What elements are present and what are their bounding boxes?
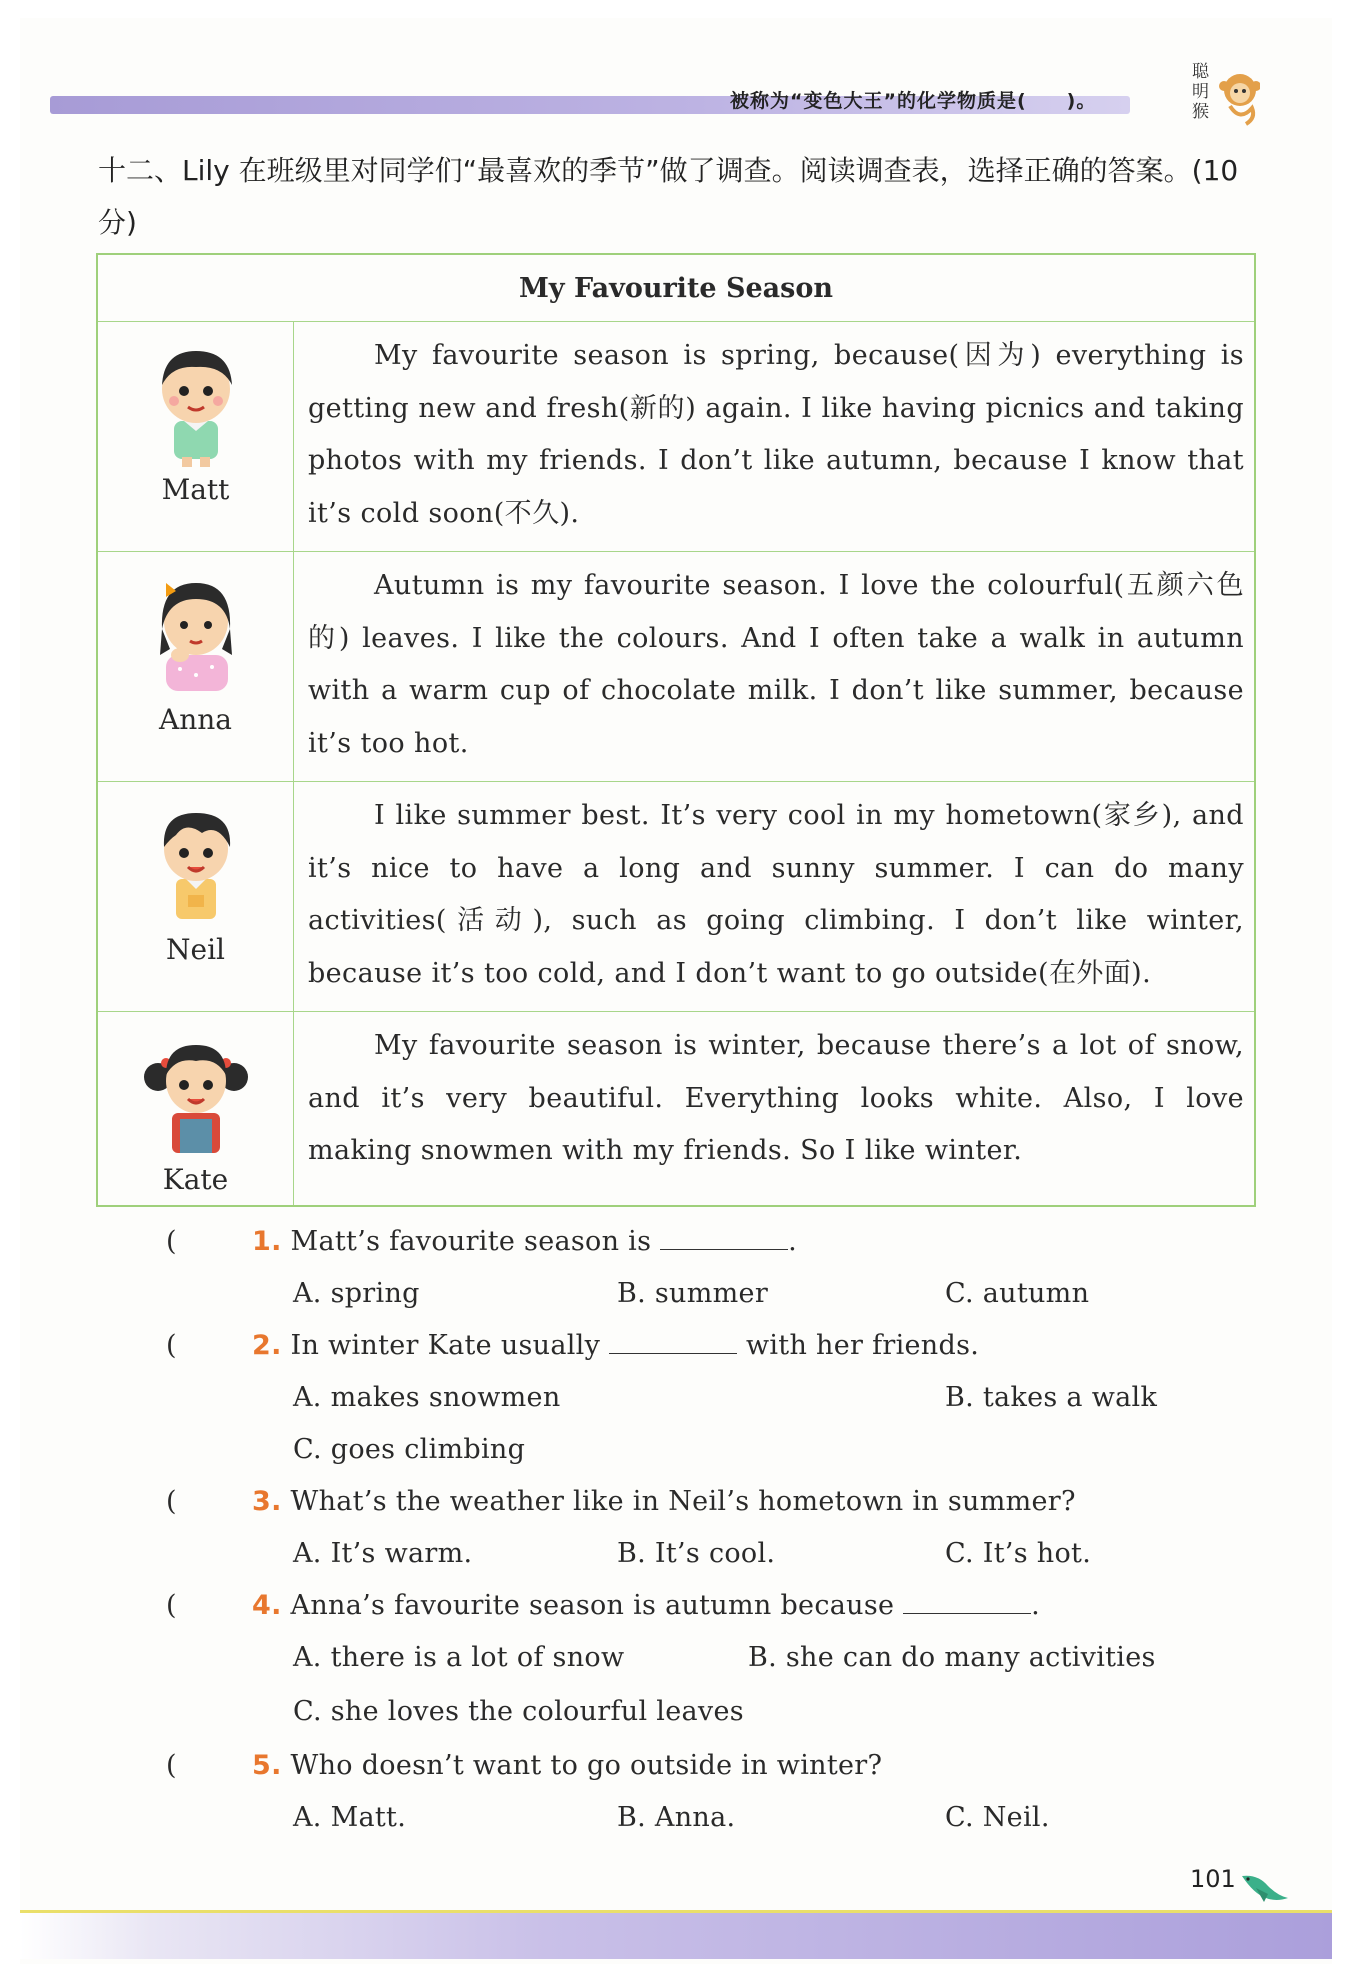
student-statement: Autumn is my favourite season. I love the colourful(五颜六色的) leaves. I like the colours. And I often take a walk in autumn with a warm cup of chocolate milk. I don’t like summer, because it’s too hot. [294, 552, 1256, 782]
option[interactable]: B. It’s cool. [617, 1538, 776, 1569]
option[interactable]: C. she loves the colourful leaves [293, 1696, 744, 1727]
option[interactable]: C. Neil. [945, 1802, 1050, 1833]
girl-avatar-icon [146, 569, 246, 699]
mascot-label: 聪明猴 [1192, 62, 1209, 122]
question-number: 1. [252, 1226, 282, 1257]
student-name: Kate [162, 1163, 229, 1196]
table-row [97, 1012, 1255, 1206]
question-text: What’s the weather like in Neil’s hometown in summer? [290, 1486, 1076, 1517]
student-name: Anna [159, 703, 232, 736]
answer-paren[interactable]: ( [166, 1226, 177, 1257]
answer-blank[interactable] [609, 1331, 737, 1354]
option[interactable]: A. makes snowmen [293, 1382, 561, 1413]
option[interactable]: C. goes climbing [293, 1434, 526, 1465]
girl-avatar-icon [136, 1029, 256, 1159]
boy-avatar-icon [146, 799, 246, 929]
option[interactable]: A. there is a lot of snow [293, 1642, 625, 1673]
option[interactable]: B. takes a walk [945, 1382, 1158, 1413]
question-number: 4. [252, 1590, 282, 1621]
question-text-end: with her friends. [745, 1330, 980, 1361]
question-4 [166, 1590, 1040, 1621]
answer-paren[interactable]: ( [166, 1750, 177, 1781]
question-text-end: . [1031, 1590, 1041, 1621]
question-5 [166, 1750, 882, 1781]
answer-paren[interactable]: ( [166, 1330, 177, 1361]
student-statement: I like summer best. It’s very cool in my hometown(家乡), and it’s nice to have a long and sunny summer. I can do many activities(活动), such as going climbing. I don’t like winter, because it’s too cold, and I don’t want to go outside(在外面). [294, 782, 1256, 1012]
option[interactable]: A. It’s warm. [293, 1538, 473, 1569]
student-statement: My favourite season is winter, because there’s a lot of snow, and it’s very beautiful. Everything looks white. Also, I love making snowmen with my friends. So I like winter. [294, 1012, 1256, 1206]
student-name: Neil [166, 933, 225, 966]
option[interactable]: B. Anna. [617, 1802, 736, 1833]
option[interactable]: A. spring [293, 1278, 420, 1309]
question-number: 2. [252, 1330, 282, 1361]
question-2 [166, 1330, 979, 1361]
question-number: 3. [252, 1486, 282, 1517]
survey-table [96, 253, 1256, 1207]
question-text: Matt’s favourite season is [290, 1226, 652, 1257]
option[interactable]: A. Matt. [293, 1802, 407, 1833]
option[interactable]: C. autumn [945, 1278, 1090, 1309]
bird-icon [1238, 1868, 1290, 1908]
student-name: Matt [161, 473, 230, 506]
table-row [97, 322, 1255, 552]
student-cell [97, 322, 294, 552]
option[interactable]: B. summer [617, 1278, 769, 1309]
question-text: Anna’s favourite season is autumn because [290, 1590, 895, 1621]
header-quiz-text: 被称为“变色大王”的化学物质是( )。 [730, 90, 1097, 112]
answer-paren[interactable]: ( [166, 1590, 177, 1621]
section-title: 十二、Lily 在班级里对同学们“最喜欢的季节”做了调查。阅读调查表，选择正确的答案。(10 分) [98, 154, 1239, 239]
question-1 [166, 1226, 797, 1257]
question-text: In winter Kate usually [290, 1330, 601, 1361]
question-3 [166, 1486, 1076, 1517]
student-cell [97, 552, 294, 782]
table-title: My Favourite Season [97, 254, 1255, 322]
student-statement: My favourite season is spring, because(因为) everything is getting new and fresh(新的) again. I like having picnics and taking photos with my friends. I don’t like autumn, because I know that it’s cold soon(不久). [294, 322, 1256, 552]
student-cell [97, 1012, 294, 1206]
question-text: Who doesn’t want to go outside in winter? [290, 1750, 883, 1781]
answer-blank[interactable] [903, 1591, 1031, 1614]
option[interactable]: C. It’s hot. [945, 1538, 1092, 1569]
boy-avatar-icon [146, 339, 246, 469]
student-cell [97, 782, 294, 1012]
answer-blank[interactable] [660, 1227, 788, 1250]
table-row [97, 782, 1255, 1012]
page-number: 101 [1190, 1865, 1236, 1893]
question-text-end: . [788, 1226, 798, 1257]
question-number: 5. [252, 1750, 282, 1781]
option[interactable]: B. she can do many activities [748, 1642, 1156, 1673]
answer-paren[interactable]: ( [166, 1486, 177, 1517]
footer-bar [20, 1910, 1332, 1959]
table-row [97, 552, 1255, 782]
